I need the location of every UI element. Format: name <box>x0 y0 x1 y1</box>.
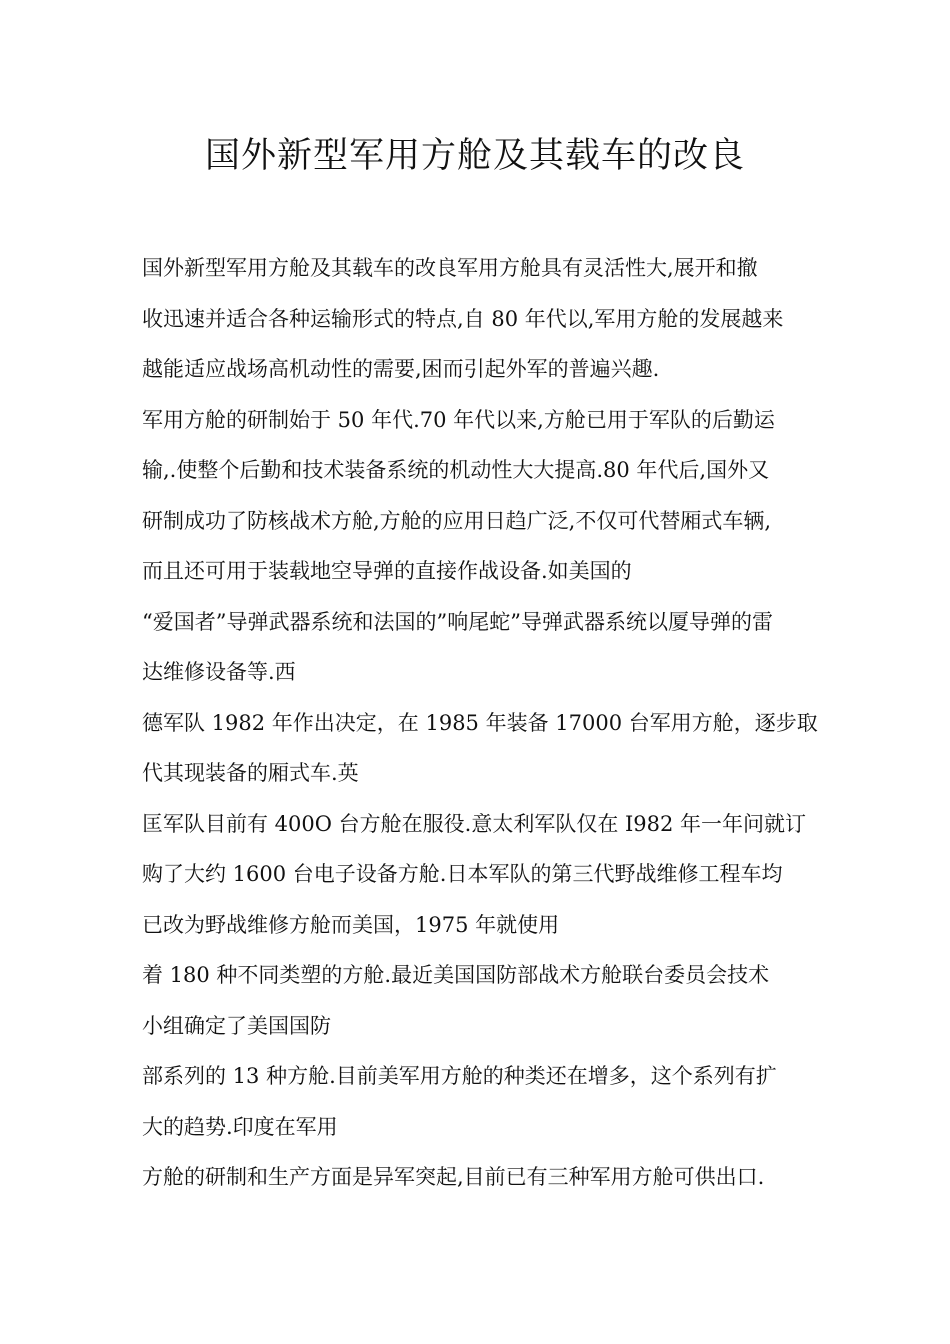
body-line: “爱国者”导弹武器系统和法国的”响尾蛇”导弹武器系统以厦导弹的雷 <box>142 609 773 634</box>
body-line: 收迅速并适合各种运输形式的特点,自 80 年代以,军用方舱的发展越来 <box>142 306 784 331</box>
body-line: 已改为野战维修方舱而美国，1975 年就使用 <box>142 912 560 937</box>
body-line: 越能适应战场高机动性的需要,困而引起外军的普遍兴趣. <box>142 357 660 381</box>
body-line: 而且还可用于装载地空导弹的直接作战设备.如美国的 <box>142 559 632 583</box>
body-line: 军用方舱的研制始于 50 年代.70 年代以来,方舱已用于军队的后勤运 <box>142 407 775 432</box>
body-line: 购了大约 1600 台电子设备方舱.日本军队的第三代野战维修工程车均 <box>142 862 783 886</box>
body-line: 匡军队目前有 400O 台方舱在服役.意太利军队仅在 I982 年一年问就订 <box>142 811 807 836</box>
body-line: 小组确定了美国国防 <box>142 1013 331 1038</box>
body-line: 输,.使整个后勤和技术装备系统的机动性大大提高.80 年代后,国外又 <box>142 458 770 482</box>
body-line: 方舱的研制和生产方面是异军突起,目前已有三种军用方舱可供出口. <box>142 1165 765 1189</box>
body-line: 着 180 种不同类塑的方舱.最近美国国防部战术方舱联台委员会技术 <box>142 963 770 987</box>
document-body <box>142 243 822 1203</box>
body-line: 国外新型军用方舱及其载车的改良军用方舱具有灵活性大,展开和撤 <box>142 256 758 280</box>
document-title: 国外新型军用方舱及其载车的改良 <box>204 136 745 176</box>
body-line: 达维修设备等.西 <box>142 660 296 684</box>
body-line: 研制成功了防核战术方舱,方舱的应用日趋广泛,不仅可代替厢式车辆, <box>142 508 772 533</box>
body-line: 代其现装备的厢式车.英 <box>142 761 359 785</box>
body-line: 大的趋势.印度在军用 <box>142 1114 338 1139</box>
body-line: 德军队 1982 年作出决定，在 1985 年装备 17000 台军用方舱，逐步取 <box>142 710 818 735</box>
body-line: 部系列的 13 种方舱.目前美军用方舱的种类还在增多，这个系列有扩 <box>142 1064 777 1088</box>
